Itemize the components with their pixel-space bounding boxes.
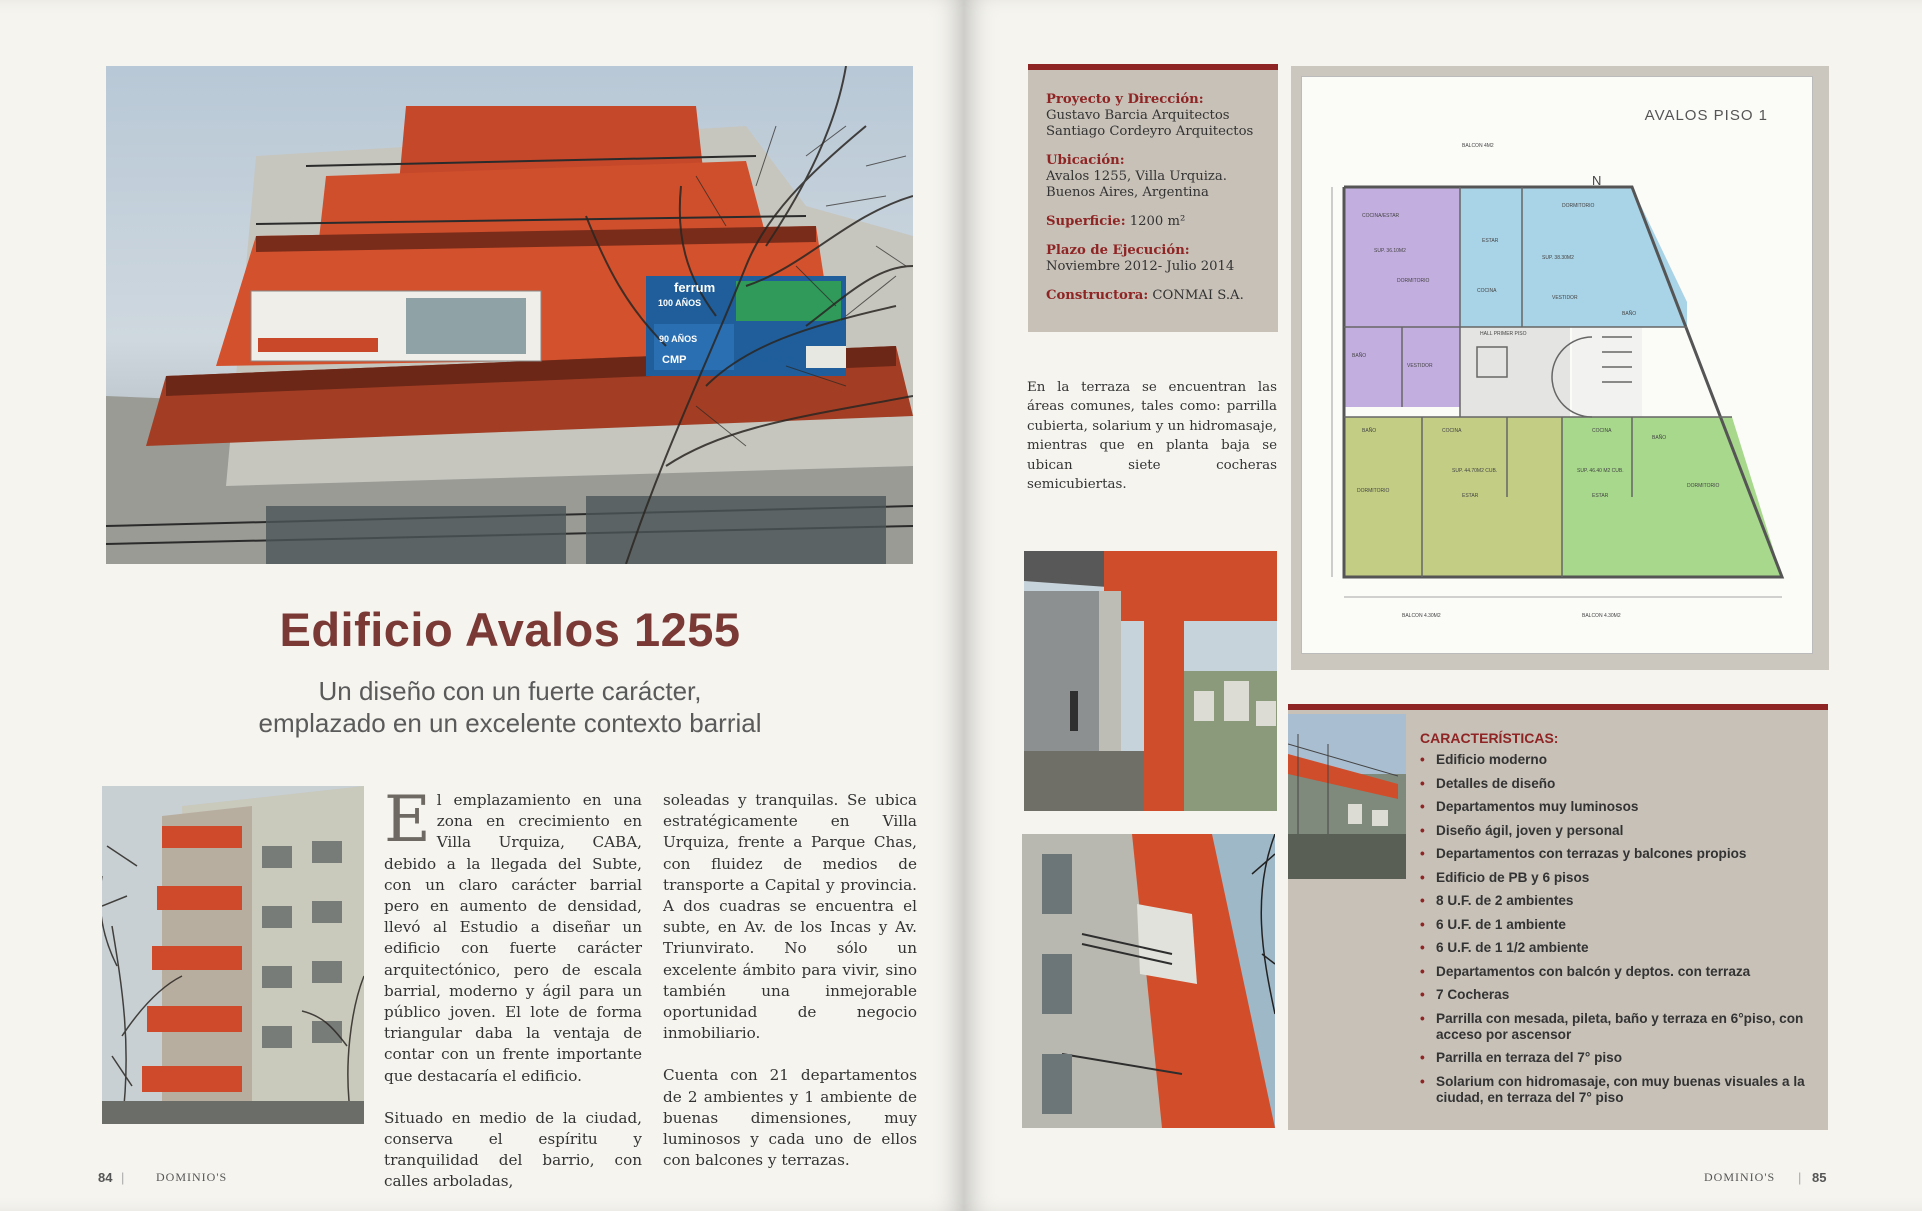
balcony-photo-illustration [1024, 551, 1277, 811]
terrace-photo [1288, 714, 1406, 879]
proyecto-label: Proyecto y Dirección: [1046, 92, 1204, 107]
label-bano-d: BAÑO [1652, 435, 1667, 441]
sign-brand-90: 90 AÑOS [659, 334, 698, 344]
sign-brand-prado: PRADO [760, 355, 793, 365]
folio-divider-left: | [121, 1170, 125, 1185]
constructora-value: CONMAI S.A. [1152, 288, 1244, 303]
list-item: • Diseño ágil, joven y personal [1420, 823, 1820, 839]
list-item: • Departamentos con balcón y deptos. con terraza [1420, 964, 1820, 980]
subtitle-line-2: emplazado en un excelente contexto barrial [258, 708, 762, 738]
characteristics-list [1420, 752, 1820, 1106]
label-balcon-2: BALCON 4.30M2 [1582, 613, 1621, 619]
facade-up-photo [1022, 834, 1275, 1128]
subtitle-line-1: Un diseño con un fuerte carácter, [318, 676, 702, 706]
list-item: • Solarium con hidromasaje, con muy buenas visuales a la ciudad, en terraza del 7° piso [1420, 1074, 1820, 1106]
balcony-city-photo [1024, 551, 1277, 811]
page-number-left: 84 [98, 1170, 113, 1185]
list-item: • Detalles de diseño [1420, 776, 1820, 792]
magazine-name-left: DOMINIO'S [156, 1170, 228, 1184]
label-estar-c: ESTAR [1462, 493, 1479, 499]
label-bano-b: BAÑO [1622, 311, 1637, 317]
list-item: • 6 U.F. de 1 1/2 ambiente [1420, 940, 1820, 956]
building-street-photo [102, 786, 364, 1124]
list-item: • 8 U.F. de 2 ambientes [1420, 893, 1820, 909]
paragraph-4: Cuenta con 21 departamentos de 2 ambientes y 1 ambiente de buenas dimensiones, muy luminosos y cada uno de ellos con balcones y terrazas. [663, 1066, 917, 1170]
ubicacion-line-1: Avalos 1255, Villa Urquiza. [1046, 169, 1227, 184]
info-plazo [1046, 243, 1260, 275]
label-balcon-1: BALCON 4.30M2 [1402, 613, 1441, 619]
paragraph-2: Situado en medio de la ciudad, conserva el espíritu y tranquilidad del barrio, con calles arboladas, [384, 1108, 642, 1191]
proyecto-line-2: Santiago Cordeyro Arquitectos [1046, 124, 1254, 139]
label-dormitorio-d: DORMITORIO [1687, 483, 1720, 489]
body-column-1 [384, 783, 642, 1211]
label-sup-a: SUP. 36.10M2 [1374, 248, 1406, 254]
list-item: • Edificio moderno [1420, 752, 1820, 768]
floor-plan-drawing [1302, 77, 1814, 655]
label-bano-a: BAÑO [1352, 353, 1367, 359]
label-sup-d: SUP. 46.40 M2 CUB. [1577, 468, 1624, 474]
label-cocina-c: COCINA [1442, 428, 1462, 434]
label-bano-c: BAÑO [1362, 428, 1377, 434]
floor-plan-card [1301, 76, 1813, 654]
info-ubicacion [1046, 153, 1260, 201]
list-item: • Parrilla con mesada, pileta, baño y terraza en 6°piso, con acceso por ascensor [1420, 1011, 1820, 1043]
superficie-label: Superficie: [1046, 214, 1126, 229]
magazine-name-right: DOMINIO'S [1704, 1170, 1776, 1184]
label-vestidor-b: VESTIDOR [1552, 295, 1578, 301]
superficie-value: 1200 m² [1129, 214, 1186, 229]
terrace-photo-illustration [1288, 714, 1406, 879]
street-photo-illustration [102, 786, 364, 1124]
plazo-label: Plazo de Ejecución: [1046, 243, 1190, 258]
characteristics-title: CARACTERÍSTICAS: [1420, 730, 1559, 746]
north-arrow-label: N [1592, 173, 1602, 188]
ubicacion-label: Ubicación: [1046, 153, 1125, 168]
proyecto-line-1: Gustavo Barcia Arquitectos [1046, 108, 1230, 123]
page-number-right: 85 [1812, 1170, 1827, 1185]
folio-divider-right: | [1798, 1170, 1802, 1185]
facade-photo-illustration [1022, 834, 1275, 1128]
project-info-box [1028, 64, 1278, 332]
floor-plan-title: AVALOS PISO 1 [1644, 107, 1768, 124]
ubicacion-line-2: Buenos Aires, Argentina [1046, 185, 1209, 200]
hero-photo-illustration [106, 66, 913, 564]
label-balcon-top: BALCON 4M2 [1462, 143, 1494, 149]
article-subtitle [150, 675, 870, 739]
sign-brand-cmp: CMP [662, 354, 687, 366]
constructora-label: Constructora: [1046, 288, 1149, 303]
label-vestidor-a: VESTIDOR [1407, 363, 1433, 369]
info-constructora [1046, 288, 1260, 304]
sign-brand-ferrum: ferrum [674, 280, 716, 295]
info-superficie [1046, 214, 1260, 230]
list-item: • Departamentos con terrazas y balcones propios [1420, 846, 1820, 862]
list-item: • Departamentos muy luminosos [1420, 799, 1820, 815]
paragraph-1 [384, 783, 642, 1087]
plazo-value: Noviembre 2012- Julio 2014 [1046, 259, 1235, 274]
info-proyecto [1046, 92, 1260, 140]
characteristics-content [1420, 730, 1820, 1113]
label-estar-b: ESTAR [1482, 238, 1499, 244]
sign-ferrum-years: 100 AÑOS [658, 298, 702, 308]
label-hall: HALL PRIMER PISO [1480, 331, 1527, 337]
terraza-paragraph: En la terraza se encuentran las áreas comunes, tales como: parrilla cubierta, solarium y un hidromasaje, mientras que en planta baja se ubican siete cocheras semicubiertas. [1027, 380, 1277, 493]
label-cocina-estar: COCINA/ESTAR [1362, 213, 1400, 219]
label-dormitorio-b: DORMITORIO [1562, 203, 1595, 209]
label-sup-c: SUP. 44.70M2 CUB. [1452, 468, 1498, 474]
label-cocina-d: COCINA [1592, 428, 1612, 434]
label-dormitorio-c: DORMITORIO [1357, 488, 1390, 494]
body-column-2 [663, 790, 917, 1192]
label-dormitorio-a: DORMITORIO [1397, 278, 1430, 284]
label-estar-d: ESTAR [1592, 493, 1609, 499]
list-item: • Edificio de PB y 6 pisos [1420, 870, 1820, 886]
paragraph-3: soleadas y tranquilas. Se ubica estratégicamente en Villa Urquiza, frente a Parque Chas, con fluidez de medios de transporte a Capital y provincia. A dos cuadras se encuentra el subte, en Av. de los Incas y Av. Triunvirato. No sólo un excelente ámbito para vivir, sino también una inmejorable oportunidad de negocio inmobiliario. [663, 791, 917, 1043]
characteristics-box [1288, 704, 1828, 1130]
list-item: • 7 Cocheras [1420, 987, 1820, 1003]
list-item: • 6 U.F. de 1 ambiente [1420, 917, 1820, 933]
dropcap: E [384, 783, 431, 857]
paragraph-1-text: l emplazamiento en una zona en crecimiento en Villa Urquiza, CABA, debido a la llegada del Subte, con un claro carácter barrial pero en aumento de densidad, llevó al Estudio a diseñar un edificio con fuerte carácter arquitectónico, pero de escala barrial, moderno y ágil para un público joven. El lote de forma triangular daba la ventaja de contar con un frente importante que destacaría el edificio. [384, 791, 642, 1085]
label-cocina-b: COCINA [1477, 288, 1497, 294]
list-item: • Parrilla en terraza del 7° piso [1420, 1050, 1820, 1066]
article-title: Edificio Avalos 1255 [279, 603, 741, 656]
hero-building-photo [106, 66, 913, 564]
label-sup-b: SUP. 38.30M2 [1542, 255, 1574, 261]
floor-plan-frame [1291, 66, 1829, 670]
